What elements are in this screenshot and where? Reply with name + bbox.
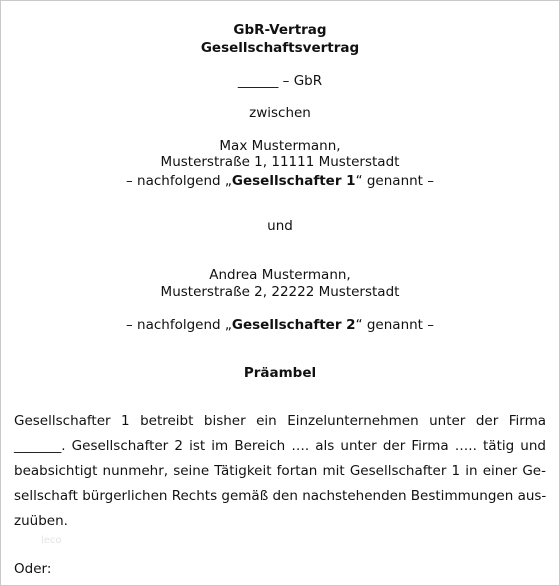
party2-address: Musterstraße 2, 22222 Musterstadt <box>160 284 400 300</box>
party1-address: Musterstraße 1, 11111 Musterstadt <box>160 154 400 170</box>
party1-role-prefix: – nachfolgend „ <box>125 173 232 189</box>
gbr-name-line: ______ – GbR <box>237 73 323 89</box>
preamble-line: Gesellschafter 1 betreibt bisher ein Einzelunternehmen unter der Firma <box>14 413 546 429</box>
contract-subtitle: Gesellschaftsvertrag <box>200 40 360 56</box>
preamble-line: zuüben. <box>14 513 68 529</box>
party1-name: Max Mustermann, <box>219 138 341 154</box>
between-label: zwischen <box>249 105 311 121</box>
party1-role-name: Gesellschafter 1 <box>231 173 356 189</box>
party1-role-suffix: “ genannt – <box>355 173 435 189</box>
party2-name: Andrea Mustermann, <box>209 267 351 283</box>
preamble-line: beabsichtigt nunmehr, seine Tätigkeit fortan mit Gesellschafter 1 in einer Ge- <box>14 463 546 479</box>
and-label: und <box>267 218 293 234</box>
party2-role-prefix: – nachfolgend „ <box>125 317 232 333</box>
preamble-paragraph <box>14 409 546 534</box>
party1-role <box>1 172 559 191</box>
party2-role <box>1 316 559 335</box>
oder-label: Oder: <box>14 561 52 577</box>
preamble-line: _______. Gesellschafter 2 ist im Bereich …. als unter der Firma ….. tätig und <box>14 438 546 454</box>
preamble-heading: Präambel <box>243 365 317 381</box>
party2-role-name: Gesellschafter 2 <box>231 317 356 333</box>
watermark-text: leco <box>41 535 62 546</box>
party2-role-suffix: “ genannt – <box>355 317 435 333</box>
contract-title: GbR-Vertrag <box>233 22 327 38</box>
preamble-line: sellschaft bürgerlichen Rechts gemäß den nachstehenden Bestimmungen aus- <box>14 488 547 504</box>
